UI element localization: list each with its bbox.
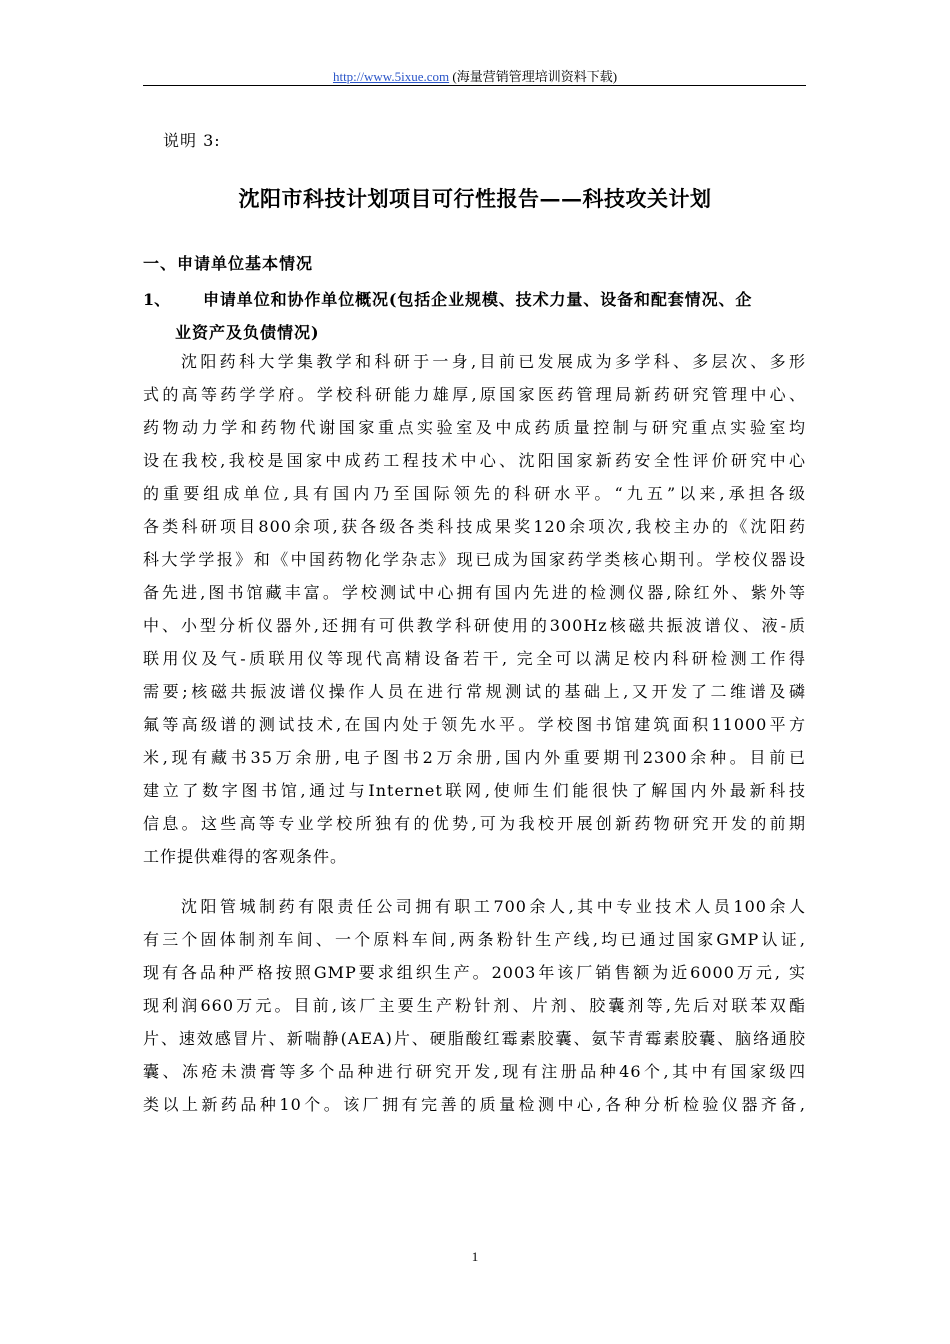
header-rule [143,85,806,86]
paragraph-line: 式的高等药学学府。学校科研能力雄厚,原国家医药管理局新药研究管理中心、 [143,385,806,404]
item-heading-line-2: 业资产及负债情况) [175,323,320,342]
paragraph-line: 建立了数字图书馆,通过与Internet联网,使师生们能很快了解国内外最新科技 [143,781,806,800]
page-number: 1 [471,1249,479,1264]
paragraph-line: 现有各品种严格按照GMP要求组织生产。2003年该厂销售额为近6000万元, 实 [143,963,806,982]
paragraph-line: 片、速效感冒片、新喘静(AEA)片、硬脂酸红霉素胶囊、氨苄青霉素胶囊、脑络通胶 [143,1029,806,1048]
paragraph-line: 米,现有藏书35万余册,电子图书2万余册,国内外重要期刊2300余种。目前已 [143,748,806,767]
item-number: 1、 [143,290,171,309]
paragraph-line: 工作提供难得的客观条件。 [143,847,348,866]
paragraph-line: 沈阳管城制药有限责任公司拥有职工700余人,其中专业技术人员100余人 [181,897,806,916]
paragraph-line: 类以上新药品种10个。该厂拥有完善的质量检测中心,各种分析检验仪器齐备, [143,1095,806,1114]
paragraph-line: 沈阳药科大学集教学和科研于一身,目前已发展成为多学科、多层次、多形 [181,352,806,371]
paragraph-line: 氟等高级谱的测试技术,在国内处于领先水平。学校图书馆建筑面积11000平方 [143,715,806,734]
paragraph-line: 设在我校,我校是国家中成药工程技术中心、沈阳国家新药安全性评价研究中心 [143,451,806,470]
header-link[interactable]: http://www.5ixue.com [332,69,450,84]
paragraph-line: 中、小型分析仪器外,还拥有可供教学科研使用的300Hz核磁共振波谱仪、液-质 [143,616,806,635]
paragraph-line: 信息。这些高等专业学校所独有的优势,可为我校开展创新药物研究开发的前期 [143,814,806,833]
paragraph-line: 现利润660万元。目前,该厂主要生产粉针剂、片剂、胶囊剂等,先后对联苯双酯 [143,996,806,1015]
paragraph-line: 药物动力学和药物代谢国家重点实验室及中成药质量控制与研究重点实验室均 [143,418,806,437]
paragraph-line: 各类科研项目800余项,获各级各类科技成果奖120余项次,我校主办的《沈阳药 [143,517,806,536]
note-label: 说明 3: [163,131,221,150]
paragraph-line: 有三个固体制剂车间、一个原料车间,两条粉针生产线,均已通过国家GMP认证, [143,930,806,949]
section-heading: 一、申请单位基本情况 [143,254,314,273]
paragraph-line: 需要;核磁共振波谱仪操作人员在进行常规测试的基础上,又开发了二维谱及磷 [143,682,806,701]
item-heading-line-1: 申请单位和协作单位概况(包括企业规模、技术力量、设备和配套情况、企 [203,290,753,309]
page-header [0,66,950,85]
paragraph-line: 的重要组成单位,具有国内乃至国际领先的科研水平。“九五”以来,承担各级 [143,484,806,503]
paragraph-line: 囊、冻疮未溃膏等多个品种进行研究开发,现有注册品种46个,其中有国家级四 [143,1062,806,1081]
header-note: (海量营销管理培训资料下载) [452,69,618,84]
paragraph-line: 联用仪及气-质联用仪等现代高精设备若干, 完全可以满足校内科研检测工作得 [143,649,806,668]
paragraph-line: 备先进,图书馆藏丰富。学校测试中心拥有国内先进的检测仪器,除红外、紫外等 [143,583,806,602]
paragraph-line: 科大学学报》和《中国药物化学杂志》现已成为国家药学类核心期刊。学校仪器设 [143,550,806,569]
document-title: 沈阳市科技计划项目可行性报告——科技攻关计划 [238,186,712,211]
